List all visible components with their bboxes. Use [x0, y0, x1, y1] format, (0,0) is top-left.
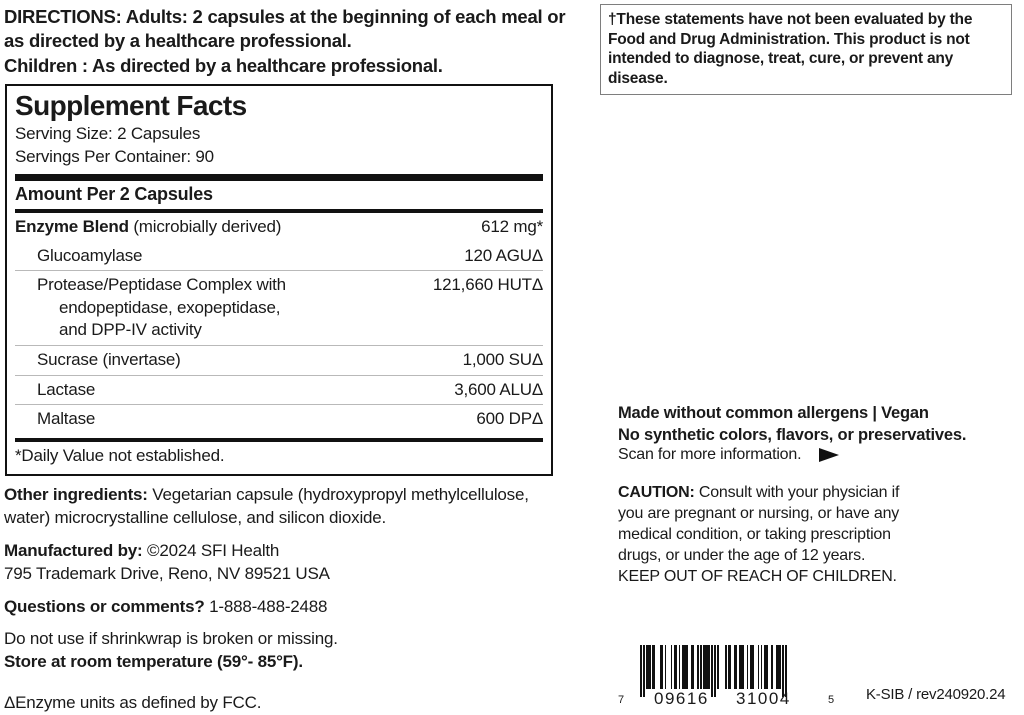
nutrient-name: Sucrase (invertase): [37, 349, 181, 369]
nutrient-value: 121,660 HUTΔ: [432, 275, 543, 295]
nutrient-name: Maltase: [37, 409, 96, 429]
scan-info-label: Scan for more information.: [618, 446, 802, 463]
nutrient-name: [15, 274, 296, 342]
nutrient-name: [15, 216, 291, 239]
nutrient-value: 1,000 SUΔ: [462, 349, 543, 369]
product-claims-block: [618, 403, 1018, 447]
table-row: [15, 405, 543, 434]
nutrient-name-line3: and DPP-IV activity: [59, 320, 202, 340]
servings-per-container: Servings Per Container: 90: [15, 147, 214, 167]
scan-info-line: [618, 444, 1018, 465]
table-row: [15, 376, 543, 405]
table-row: [15, 242, 543, 271]
right-column: [598, 0, 1024, 715]
daily-value-footnote: *Daily Value not established.: [15, 445, 225, 465]
other-ingredients-text: Vegetarian capsule (hydroxypropyl methylcellulose, water) microcrystalline cellulose, and silicon dioxide.: [4, 485, 529, 527]
keep-out-of-reach: KEEP OUT OF REACH OF CHILDREN.: [618, 568, 897, 586]
caution-block: [618, 482, 918, 588]
supplement-facts-panel: [5, 84, 553, 476]
fda-disclaimer-text: †These statements have not been evaluated by the Food and Drug Administration. This product is not intended to diagnose, treat, cure, or prevent any disease.: [608, 11, 973, 87]
barcode-check-digit: 5: [828, 694, 835, 706]
other-ingredients-block: [4, 484, 564, 529]
manufactured-by-label: Manufactured by:: [4, 541, 143, 560]
nutrient-name-line1: Protease/Peptidase Complex with: [37, 275, 286, 295]
barcode-lead-digit: 7: [618, 694, 625, 706]
questions-phone[interactable]: 1-888-488-2488: [204, 597, 328, 616]
storage-temperature: Store at room temperature (59°- 85°F).: [4, 651, 303, 671]
questions-block: [4, 596, 564, 619]
nutrient-name: Glucoamylase: [37, 245, 143, 265]
manufacturer-company: ©2024 SFI Health: [142, 541, 280, 560]
table-row: [15, 213, 543, 242]
table-row: [15, 271, 543, 345]
claim-allergens-vegan: Made without common allergens | Vegan: [618, 404, 929, 422]
sku-revision-code: K-SIB / rev240920.24: [866, 686, 1006, 703]
fda-disclaimer-box: [600, 4, 1012, 95]
upc-barcode: [618, 645, 878, 707]
directions-children: Children : As directed by a healthcare professional.: [4, 54, 443, 76]
shrinkwrap-warning: Do not use if shrinkwrap is broken or missing.: [4, 629, 338, 648]
other-ingredients-label: Other ingredients:: [4, 485, 148, 504]
nutrient-name-bold: Enzyme Blend: [15, 216, 129, 236]
storage-block: [4, 628, 564, 673]
nutrient-name: Lactase: [37, 379, 96, 399]
table-row: [15, 346, 543, 375]
triangle-right-icon: [819, 448, 839, 462]
directions-adults: DIRECTIONS: Adults: 2 capsules at the beginning of each meal or as directed by a healthcare professional.: [4, 6, 566, 52]
serving-size: Serving Size: 2 Capsules: [15, 124, 201, 144]
amount-per-serving-header: Amount Per 2 Capsules: [15, 183, 213, 204]
fcc-note: ΔEnzyme units as defined by FCC.: [4, 693, 262, 712]
manufactured-by-block: [4, 540, 564, 585]
supplement-facts-title: Supplement Facts: [15, 90, 247, 121]
nutrient-name-line2: endopeptidase, exopeptidase,: [59, 297, 281, 317]
nutrient-value: 600 DPΔ: [476, 409, 543, 429]
claim-no-synthetics: No synthetic colors, flavors, or preservatives.: [618, 425, 967, 444]
barcode-bars: [640, 645, 787, 689]
divider-thick-top: [15, 174, 543, 181]
nutrient-name-rest: (microbially derived): [128, 216, 282, 236]
barcode-group-1: 09616: [654, 689, 709, 708]
nutrient-value: 3,600 ALUΔ: [454, 379, 543, 399]
directions-block: [4, 5, 578, 78]
caution-label: CAUTION:: [618, 484, 695, 501]
caution-text: Consult with your physician if you are pregnant or nursing, or have any medical condition, or taking prescription drugs, or under the age of 12 years.: [618, 484, 900, 565]
barcode-group-2: 31004: [736, 689, 791, 708]
manufacturer-address: 795 Trademark Drive, Reno, NV 89521 USA: [4, 563, 330, 583]
questions-label: Questions or comments?: [4, 597, 205, 616]
nutrient-value: 120 AGUΔ: [464, 245, 543, 265]
nutrient-value: 612 mg*: [481, 216, 543, 236]
manufactured-by-line: [4, 540, 564, 563]
